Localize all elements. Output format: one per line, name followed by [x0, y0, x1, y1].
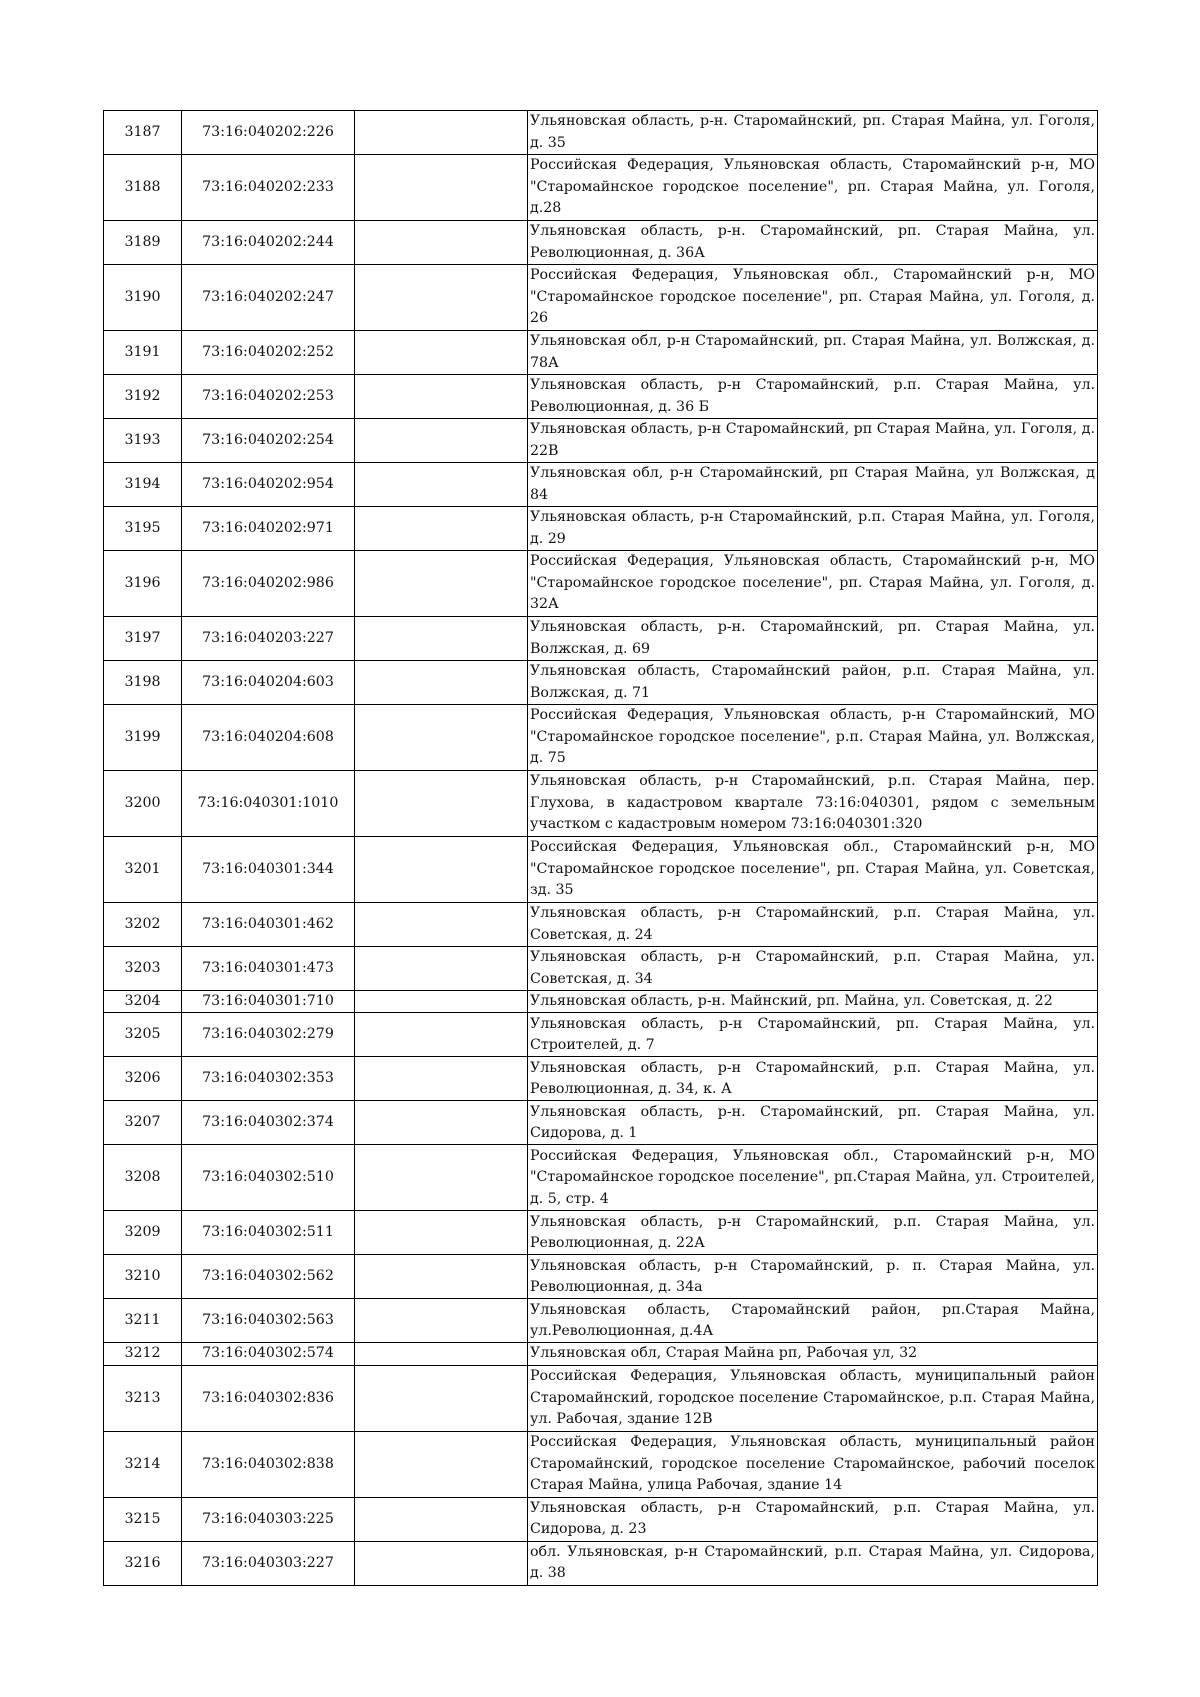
address-cell: Ульяновская область, р-н Старомайнский, р.п. Старая Майна, ул. Революционная, д. 36 Б [528, 375, 1098, 419]
table-row [104, 903, 1098, 947]
row-number-cell: 3196 [104, 551, 182, 617]
row-number-cell: 3191 [104, 331, 182, 375]
table-row [104, 1343, 1098, 1365]
row-number-cell: 3210 [104, 1255, 182, 1299]
address-cell: Ульяновская обл, Старая Майна рп, Рабочая ул, 32 [528, 1343, 1098, 1365]
address-cell: Ульяновская область, р-н Старомайнский, р.п. Старая Майна, ул. Советская, д. 34 [528, 947, 1098, 991]
cadastral-number-cell: 73:16:040302:836 [182, 1365, 355, 1431]
empty-cell [355, 1211, 528, 1255]
table-row [104, 551, 1098, 617]
row-number-cell: 3188 [104, 155, 182, 221]
row-number-cell: 3206 [104, 1057, 182, 1101]
row-number-cell: 3200 [104, 771, 182, 837]
table-row [104, 771, 1098, 837]
address-cell: Ульяновская область, р-н. Майнский, рп. Майна, ул. Советская, д. 22 [528, 991, 1098, 1013]
address-cell: Российская Федерация, Ульяновская область, муниципальный район Старомайнский, городское поселение Старомайнское, р.п. Старая Майна, ул. Рабочая, здание 12В [528, 1365, 1098, 1431]
row-number-cell: 3187 [104, 111, 182, 155]
registry-table [103, 110, 1098, 1586]
empty-cell [355, 265, 528, 331]
row-number-cell: 3189 [104, 221, 182, 265]
empty-cell [355, 155, 528, 221]
empty-cell [355, 463, 528, 507]
empty-cell [355, 1497, 528, 1541]
empty-cell [355, 1343, 528, 1365]
address-cell: Ульяновская область, р-н Старомайнский, р.п. Старая Майна, ул. Советская, д. 24 [528, 903, 1098, 947]
address-cell: Ульяновская область, р-н Старомайнский, рп Старая Майна, ул. Гоголя, д. 22В [528, 419, 1098, 463]
row-number-cell: 3208 [104, 1145, 182, 1211]
table-row [104, 265, 1098, 331]
row-number-cell: 3195 [104, 507, 182, 551]
cadastral-number-cell: 73:16:040301:344 [182, 837, 355, 903]
row-number-cell: 3190 [104, 265, 182, 331]
row-number-cell: 3192 [104, 375, 182, 419]
empty-cell [355, 991, 528, 1013]
address-cell: Ульяновская область, р-н. Старомайнский, рп. Старая Майна, ул. Сидорова, д. 1 [528, 1101, 1098, 1145]
empty-cell [355, 1101, 528, 1145]
address-cell: Российская Федерация, Ульяновская область, Старомайнский р-н, МО "Старомайнское городское поселение", рп. Старая Майна, ул. Гоголя, д.28 [528, 155, 1098, 221]
table-row [104, 1101, 1098, 1145]
cadastral-number-cell: 73:16:040303:227 [182, 1541, 355, 1585]
address-cell: Ульяновская область, Старомайнский район, р.п. Старая Майна, ул. Волжская, д. 71 [528, 661, 1098, 705]
empty-cell [355, 903, 528, 947]
cadastral-number-cell: 73:16:040204:608 [182, 705, 355, 771]
row-number-cell: 3216 [104, 1541, 182, 1585]
cadastral-number-cell: 73:16:040202:954 [182, 463, 355, 507]
address-cell: Российская Федерация, Ульяновская обл., Старомайнский р-н, МО "Старомайнское городское поселение", рп. Старая Майна, ул. Гоголя, д. 26 [528, 265, 1098, 331]
table-row [104, 1365, 1098, 1431]
row-number-cell: 3201 [104, 837, 182, 903]
row-number-cell: 3213 [104, 1365, 182, 1431]
row-number-cell: 3205 [104, 1013, 182, 1057]
cadastral-number-cell: 73:16:040204:603 [182, 661, 355, 705]
row-number-cell: 3198 [104, 661, 182, 705]
row-number-cell: 3214 [104, 1431, 182, 1497]
empty-cell [355, 705, 528, 771]
row-number-cell: 3215 [104, 1497, 182, 1541]
table-row [104, 375, 1098, 419]
table-row [104, 507, 1098, 551]
registry-table-body [104, 111, 1098, 1586]
address-cell: Ульяновская область, р-н Старомайнский, рп. Старая Майна, ул. Строителей, д. 7 [528, 1013, 1098, 1057]
table-row [104, 331, 1098, 375]
cadastral-number-cell: 73:16:040202:254 [182, 419, 355, 463]
table-row [104, 837, 1098, 903]
cadastral-number-cell: 73:16:040302:353 [182, 1057, 355, 1101]
empty-cell [355, 837, 528, 903]
table-row [104, 1431, 1098, 1497]
cadastral-number-cell: 73:16:040302:562 [182, 1255, 355, 1299]
address-cell: Ульяновская область, р-н. Старомайнский, рп. Старая Майна, ул. Революционная, д. 36А [528, 221, 1098, 265]
table-row [104, 463, 1098, 507]
empty-cell [355, 1145, 528, 1211]
row-number-cell: 3194 [104, 463, 182, 507]
row-number-cell: 3203 [104, 947, 182, 991]
row-number-cell: 3207 [104, 1101, 182, 1145]
cadastral-number-cell: 73:16:040302:838 [182, 1431, 355, 1497]
address-cell: Ульяновская область, р-н Старомайнский, р.п. Старая Майна, ул. Революционная, д. 34, к. А [528, 1057, 1098, 1101]
address-cell: Ульяновская область, р-н Старомайнский, р.п. Старая Майна, пер. Глухова, в кадастровом квартале 73:16:040301, рядом с земельным участком с кадастровым номером 73:16:040301:320 [528, 771, 1098, 837]
address-cell: Ульяновская область, р-н. Старомайнский, рп. Старая Майна, ул. Гоголя, д. 35 [528, 111, 1098, 155]
empty-cell [355, 1255, 528, 1299]
cadastral-number-cell: 73:16:040202:226 [182, 111, 355, 155]
address-cell: Ульяновская область, р-н Старомайнский, р. п. Старая Майна, ул. Революционная, д. 34а [528, 1255, 1098, 1299]
table-row [104, 111, 1098, 155]
table-row [104, 419, 1098, 463]
empty-cell [355, 617, 528, 661]
empty-cell [355, 221, 528, 265]
empty-cell [355, 331, 528, 375]
address-cell: Ульяновская область, р-н. Старомайнский, рп. Старая Майна, ул. Волжская, д. 69 [528, 617, 1098, 661]
address-cell: Ульяновская обл, р-н Старомайнский, рп. Старая Майна, ул. Волжская, д. 78А [528, 331, 1098, 375]
cadastral-number-cell: 73:16:040303:225 [182, 1497, 355, 1541]
row-number-cell: 3211 [104, 1299, 182, 1343]
empty-cell [355, 1365, 528, 1431]
cadastral-number-cell: 73:16:040203:227 [182, 617, 355, 661]
address-cell: Российская Федерация, Ульяновская обл., Старомайнский р-н, МО "Старомайнское городское поселение", рп.Старая Майна, ул. Строителей, д. 5, стр. 4 [528, 1145, 1098, 1211]
address-cell: Ульяновская область, р-н Старомайнский, р.п. Старая Майна, ул. Революционная, д. 22А [528, 1211, 1098, 1255]
table-row [104, 661, 1098, 705]
cadastral-number-cell: 73:16:040302:374 [182, 1101, 355, 1145]
table-row [104, 705, 1098, 771]
cadastral-number-cell: 73:16:040202:247 [182, 265, 355, 331]
empty-cell [355, 551, 528, 617]
table-row [104, 1145, 1098, 1211]
row-number-cell: 3197 [104, 617, 182, 661]
table-row [104, 155, 1098, 221]
table-row [104, 1057, 1098, 1101]
empty-cell [355, 947, 528, 991]
empty-cell [355, 1299, 528, 1343]
empty-cell [355, 1057, 528, 1101]
row-number-cell: 3193 [104, 419, 182, 463]
table-row [104, 1211, 1098, 1255]
cadastral-number-cell: 73:16:040202:252 [182, 331, 355, 375]
cadastral-number-cell: 73:16:040301:473 [182, 947, 355, 991]
address-cell: Ульяновская область, р-н Старомайнский, р.п. Старая Майна, ул. Сидорова, д. 23 [528, 1497, 1098, 1541]
address-cell: Российская Федерация, Ульяновская область, р-н Старомайнский, МО "Старомайнское городское поселение", р.п. Старая Майна, ул. Волжская, д. 75 [528, 705, 1098, 771]
table-row [104, 1299, 1098, 1343]
cadastral-number-cell: 73:16:040202:986 [182, 551, 355, 617]
cadastral-number-cell: 73:16:040202:244 [182, 221, 355, 265]
address-cell: Российская Федерация, Ульяновская область, муниципальный район Старомайнский, городское поселение Старомайнское, рабочий поселок Старая Майна, улица Рабочая, здание 14 [528, 1431, 1098, 1497]
cadastral-number-cell: 73:16:040302:511 [182, 1211, 355, 1255]
cadastral-number-cell: 73:16:040301:462 [182, 903, 355, 947]
cadastral-number-cell: 73:16:040302:510 [182, 1145, 355, 1211]
empty-cell [355, 1431, 528, 1497]
address-cell: Российская Федерация, Ульяновская область, Старомайнский р-н, МО "Старомайнское городское поселение", рп. Старая Майна, ул. Гоголя, д. 32А [528, 551, 1098, 617]
address-cell: Ульяновская обл, р-н Старомайнский, рп Старая Майна, ул Волжская, д 84 [528, 463, 1098, 507]
table-row [104, 617, 1098, 661]
table-row [104, 1255, 1098, 1299]
table-row [104, 1013, 1098, 1057]
empty-cell [355, 1013, 528, 1057]
row-number-cell: 3209 [104, 1211, 182, 1255]
cadastral-number-cell: 73:16:040301:1010 [182, 771, 355, 837]
cadastral-number-cell: 73:16:040302:574 [182, 1343, 355, 1365]
empty-cell [355, 375, 528, 419]
cadastral-number-cell: 73:16:040301:710 [182, 991, 355, 1013]
cadastral-number-cell: 73:16:040202:971 [182, 507, 355, 551]
row-number-cell: 3199 [104, 705, 182, 771]
address-cell: Ульяновская область, Старомайнский район, рп.Старая Майна, ул.Революционная, д.4А [528, 1299, 1098, 1343]
empty-cell [355, 507, 528, 551]
row-number-cell: 3202 [104, 903, 182, 947]
table-row [104, 991, 1098, 1013]
table-row [104, 221, 1098, 265]
row-number-cell: 3204 [104, 991, 182, 1013]
table-row [104, 1497, 1098, 1541]
table-row [104, 947, 1098, 991]
address-cell: Российская Федерация, Ульяновская обл., Старомайнский р-н, МО "Старомайнское городское поселение", рп. Старая Майна, ул. Советская, зд. 35 [528, 837, 1098, 903]
empty-cell [355, 661, 528, 705]
empty-cell [355, 771, 528, 837]
address-cell: обл. Ульяновская, р-н Старомайнский, р.п. Старая Майна, ул. Сидорова, д. 38 [528, 1541, 1098, 1585]
address-cell: Ульяновская область, р-н Старомайнский, р.п. Старая Майна, ул. Гоголя, д. 29 [528, 507, 1098, 551]
empty-cell [355, 1541, 528, 1585]
cadastral-number-cell: 73:16:040302:563 [182, 1299, 355, 1343]
empty-cell [355, 419, 528, 463]
table-row [104, 1541, 1098, 1585]
row-number-cell: 3212 [104, 1343, 182, 1365]
cadastral-number-cell: 73:16:040202:233 [182, 155, 355, 221]
cadastral-number-cell: 73:16:040202:253 [182, 375, 355, 419]
empty-cell [355, 111, 528, 155]
cadastral-number-cell: 73:16:040302:279 [182, 1013, 355, 1057]
